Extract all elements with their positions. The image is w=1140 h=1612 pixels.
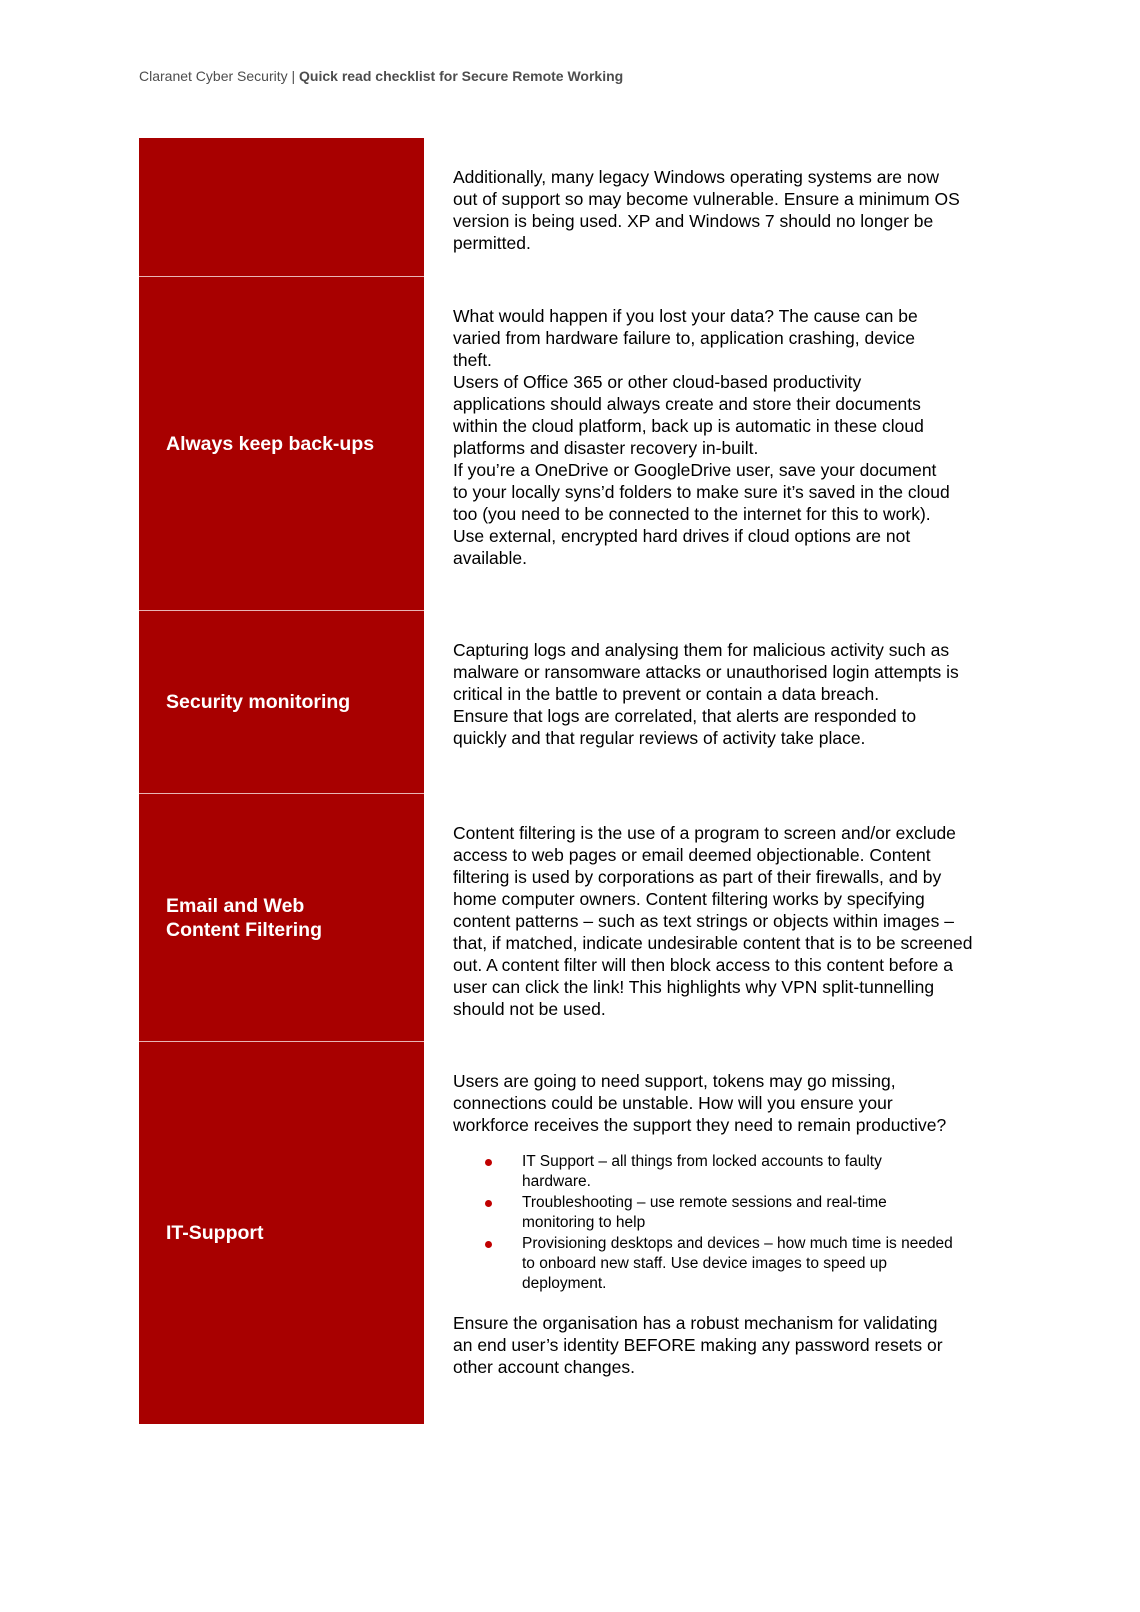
row-paragraph: If you’re a OneDrive or GoogleDrive user, save your document to your locally syns’d folders to make sure it’s saved in the cloud too (you need to be connected to the internet for this to work). — [453, 460, 950, 524]
row-label: Always keep back-ups — [166, 432, 375, 455]
row-paragraph: What would happen if you lost your data? The cause can be varied from hardware failure to, application crashing, device theft. — [453, 306, 918, 370]
checklist-row-content-filtering — [139, 794, 984, 1042]
row-paragraph: Additionally, many legacy Windows operating systems are now out of support so may become vulnerable. Ensure a minimum OS version is being used. XP and Windows 7 should no longer be permitted. — [453, 167, 960, 253]
row-paragraph: Users of Office 365 or other cloud-based productivity applications should always create and store their documents within the cloud platform, back up is automatic in these cloud platforms and disaster recovery in-built. — [453, 372, 924, 458]
list-item-text: IT Support – all things from locked accounts to faulty hardware. — [522, 1153, 882, 1190]
list-item — [485, 1193, 954, 1233]
row-label-cell — [139, 794, 424, 1042]
checklist-row-security-monitoring — [139, 611, 984, 794]
row-content — [424, 1042, 984, 1424]
row-paragraph: Users are going to need support, tokens may go missing, connections could be unstable. How will you ensure your workforce receives the support they need to remain productive? — [453, 1071, 947, 1135]
row-label-cell — [139, 611, 424, 794]
row-label-cell — [139, 1042, 424, 1424]
header-title: Quick read checklist for Secure Remote Working — [299, 68, 624, 84]
checklist-row-backups — [139, 277, 984, 611]
row-content — [424, 277, 984, 611]
row-label — [166, 894, 322, 942]
row-paragraph: Use external, encrypted hard drives if cloud options are not available. — [453, 526, 911, 568]
bullet-dot-icon — [485, 1200, 492, 1207]
row-content — [424, 794, 984, 1042]
checklist-table — [139, 138, 984, 1424]
row-paragraph: Ensure the organisation has a robust mechanism for validating an end user’s identity BEFORE making any password resets or other account changes. — [453, 1313, 943, 1377]
bullet-dot-icon — [485, 1241, 492, 1248]
list-item-text: Provisioning desktops and devices – how much time is needed to onboard new staff. Use device images to speed up deployment. — [522, 1235, 953, 1292]
row-label: Security monitoring — [166, 691, 351, 713]
page-header — [139, 68, 623, 84]
row-content — [424, 611, 984, 794]
row-label-cell — [139, 138, 424, 277]
row-paragraph: Ensure that logs are correlated, that alerts are responded to quickly and that regular reviews of activity take place. — [453, 706, 917, 748]
checklist-row-os-versions — [139, 138, 984, 277]
bullet-list — [453, 1152, 954, 1294]
row-label-cell — [139, 277, 424, 611]
row-paragraph: Content filtering is the use of a program to screen and/or exclude access to web pages or email deemed objectionable. Content filtering is used by corporations as part of their firewalls, and by home computer owners. Content filtering works by specifying content patterns – such as text strings or objects within images – that, if matched, indicate undesirable content that is to be screened out. A content filter will then block access to this content before a user can click the link! This highlights why VPN split-tunnelling should not be used. — [453, 823, 973, 1019]
bullet-dot-icon — [485, 1159, 492, 1166]
list-item — [485, 1234, 954, 1294]
row-label: IT-Support — [166, 1222, 264, 1244]
checklist-row-it-support — [139, 1042, 984, 1424]
list-item — [485, 1152, 954, 1192]
row-content — [424, 138, 984, 277]
row-label-line: Content Filtering — [166, 918, 322, 941]
row-paragraph: Capturing logs and analysing them for malicious activity such as malware or ransomware attacks or unauthorised login attempts is critical in the battle to prevent or contain a data breach. — [453, 640, 959, 704]
list-item-text: Troubleshooting – use remote sessions and real-time monitoring to help — [522, 1194, 887, 1231]
row-label-line: Email and Web — [166, 894, 305, 917]
header-company: Claranet Cyber Security | — [139, 68, 296, 84]
